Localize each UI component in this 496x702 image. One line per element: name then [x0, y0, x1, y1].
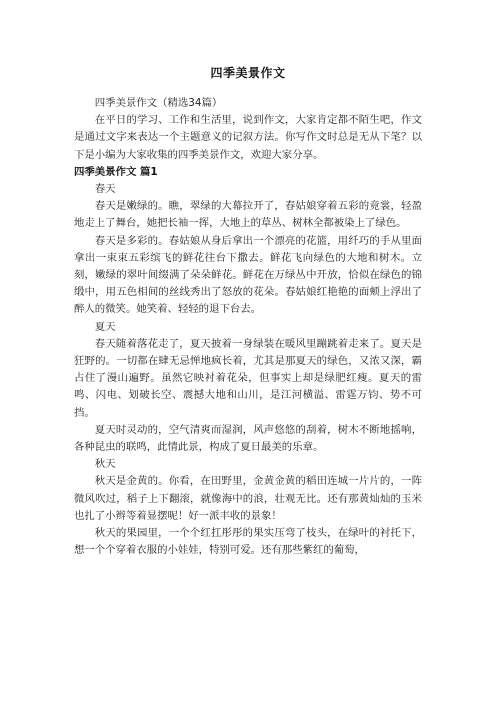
- paragraph: 四季美景作文（精选34篇）: [94, 97, 223, 109]
- paragraph: 在平日的学习、工作和生活里，说到作文，大家肯定都不陌生吧，作文是通过文字来表达一个主题意义的记叙方法。你写作文时总是无从下笔？以下是小编为大家收集的四季美景作文，欢迎大家分享。: [74, 114, 422, 161]
- subheading: 春天: [94, 183, 116, 196]
- document-body: [74, 95, 422, 559]
- paragraph: 秋天是金黄的。你看，在田野里，金黄金黄的稻田连城一片片的，一阵微风吹过，稻子上下翻滚，就像海中的浪，壮观无比。还有那黄灿灿的玉米也扎了小辫等着显摆呢！好一派丰收的景象！: [74, 475, 422, 522]
- subheading: 夏天: [94, 320, 116, 333]
- paragraph: 春天是嫩绿的。瞧，翠绿的大幕拉开了，春姑娘穿着五彩的竟裳，轻盈地走上了舞台，她把长袖一挥，大地上的草丛、树林全都被染上了绿色。: [74, 200, 422, 230]
- paragraph: 秋天的果园里，一个个红扛彤彤的果实压弯了枝头，在绿叶的衬托下，想一个个穿着衣服的小娃娃，特别可爱。还有那些紫红的葡萄，: [74, 527, 422, 557]
- subheading: 秋天: [94, 458, 116, 471]
- section-heading: 四季美景作文 篇1: [74, 165, 158, 178]
- paragraph: 夏天时灵动的，空气清爽而湿润，风声悠悠的刮着，树木不断地摇响，各种昆虫的联鸣，此情此景，构成了夏日最美的乐章。: [74, 423, 422, 454]
- paragraph: 春天是多彩的。春姑娘从身后拿出一个漂亮的花篮，用纤巧的手从里面拿出一束束五彩缤飞的鲜花往台下撒去。鲜花飞向绿色的大地和树木。立刻，嫩绿的翠叶间缀满了朵朵鲜花。鲜花在万绿丛中开放，恰似在绿色的锦缎中，用五色相间的丝线秀出了怒放的花朵。春姑娘红艳艳的面颊上浮出了醉人的微笑。她笑着、轻轻的退下台去。: [74, 234, 422, 316]
- paragraph: 春天随着落花走了，夏天披着一身绿装在暖风里蹦跳着走来了。夏天是狂野的。一切都在肆无忌惮地疯长着，尤其是那夏天的绿色，又浓又深，霸占住了漫山遍野。虽然它映衬着花朵，但事实上却是绿肥红瘦。夏天的雷鸣、闪电、划破长空、震撼大地和山川，是江河横溢、雷霆万钧、势不可挡。: [74, 337, 422, 419]
- document-title: 四季美景作文: [210, 66, 286, 80]
